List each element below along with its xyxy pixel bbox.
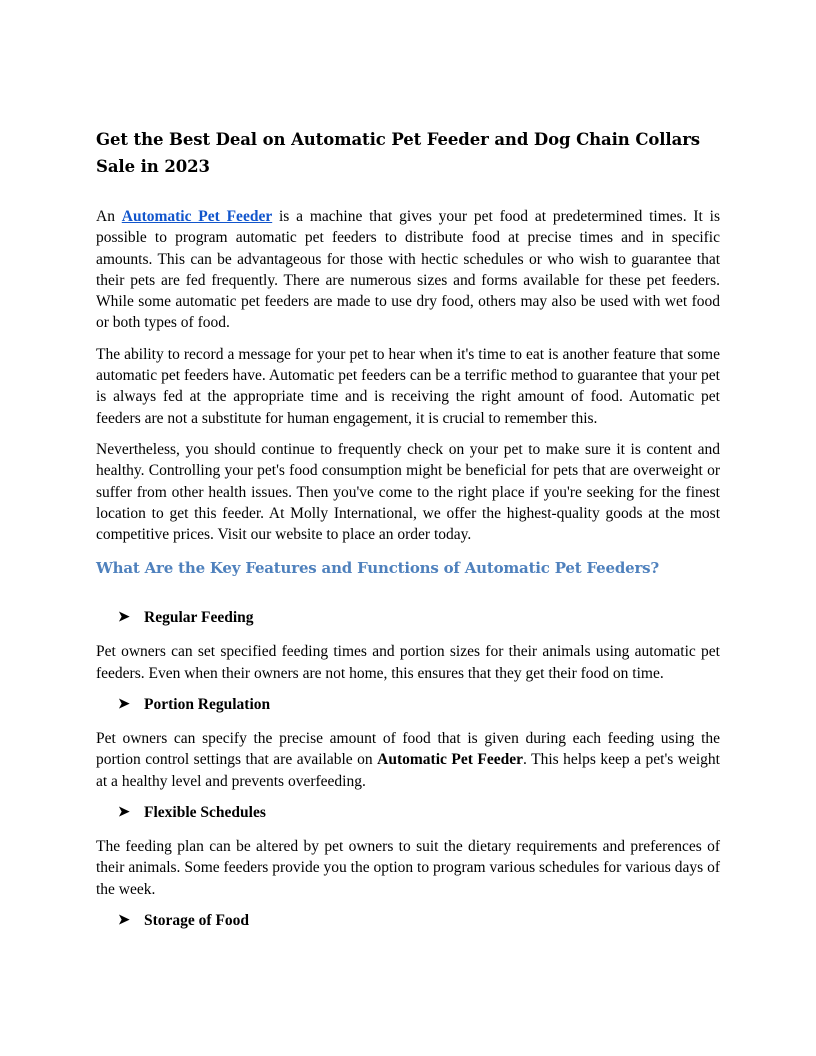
feature-heading-label: Regular Feeding (144, 609, 254, 627)
arrow-bullet-icon: ➤ (118, 610, 130, 626)
document-page (96, 126, 720, 944)
feature-heading-storage-of-food (118, 910, 720, 931)
feature-text-flexible-schedules: The feeding plan can be altered by pet owners to suit the dietary requirements and preferences of their animals. Some feeders provide you the option to program various schedules for various days of the week. (96, 837, 720, 898)
feature-text-regular-feeding: Pet owners can set specified feeding times and portion sizes for their animals using automatic pet feeders. Even when their owners are not home, this ensures that they get their food on time. (96, 643, 720, 682)
portion-text-after: . This helps keep a pet's weight at a healthy level and prevents overfeeding. (96, 751, 720, 790)
feature-heading-portion-regulation (118, 694, 720, 715)
portion-text-before: Pet owners can specify the precise amount of food that is given during each feeding using the portion control settings that are available on (96, 730, 720, 769)
feature-heading-regular-feeding (118, 607, 720, 628)
feature-heading-label: Flexible Schedules (144, 803, 266, 821)
automatic-pet-feeder-link[interactable]: Automatic Pet Feeder (121, 208, 273, 225)
paragraph-2: The ability to record a message for your pet to hear when it's time to eat is another feature that some automatic pet feeders have. Automatic pet feeders can be a terrific method to guarantee that your pet is always fed at the appropriate time and is receiving the right amount of food. Automatic pet feeders are not a substitute for human engagement, it is crucial to remember this. (96, 345, 720, 427)
intro-paragraph (96, 206, 720, 334)
arrow-bullet-icon: ➤ (118, 912, 130, 928)
arrow-bullet-icon: ➤ (118, 697, 130, 713)
feature-heading-label: Portion Regulation (144, 696, 271, 714)
arrow-bullet-icon: ➤ (118, 804, 130, 820)
intro-text-before: An (96, 208, 122, 225)
paragraph-3: Nevertheless, you should continue to frequently check on your pet to make sure it is content and healthy. Controlling your pet's food consumption might be beneficial for pets that are overweight or suffer from other health issues. Then you've come to the right place if you're seeking for the finest location to get this feeder. At Molly International, we offer the highest-quality goods at the most competitive prices. Visit our website to place an order today. (96, 440, 720, 544)
section-heading: What Are the Key Features and Functions of Automatic Pet Feeders? (96, 559, 660, 578)
intro-text-after: is a machine that gives your pet food at predetermined times. It is possible to program automatic pet feeders to distribute food at precise times and in specific amounts. This can be advantageous for those with hectic schedules or who wish to guarantee that their pets are fed frequently. There are numerous sizes and forms available for these pet feeders. While some automatic pet feeders are made to use dry food, others may also be used with wet food or both types of food. (96, 208, 720, 332)
feature-heading-label: Storage of Food (144, 911, 250, 929)
portion-text-bold: Automatic Pet Feeder (377, 751, 524, 769)
feature-text-portion-regulation (96, 728, 720, 792)
feature-heading-flexible-schedules (118, 802, 720, 823)
page-title: Get the Best Deal on Automatic Pet Feeder and Dog Chain Collars Sale in 2023 (96, 130, 700, 176)
